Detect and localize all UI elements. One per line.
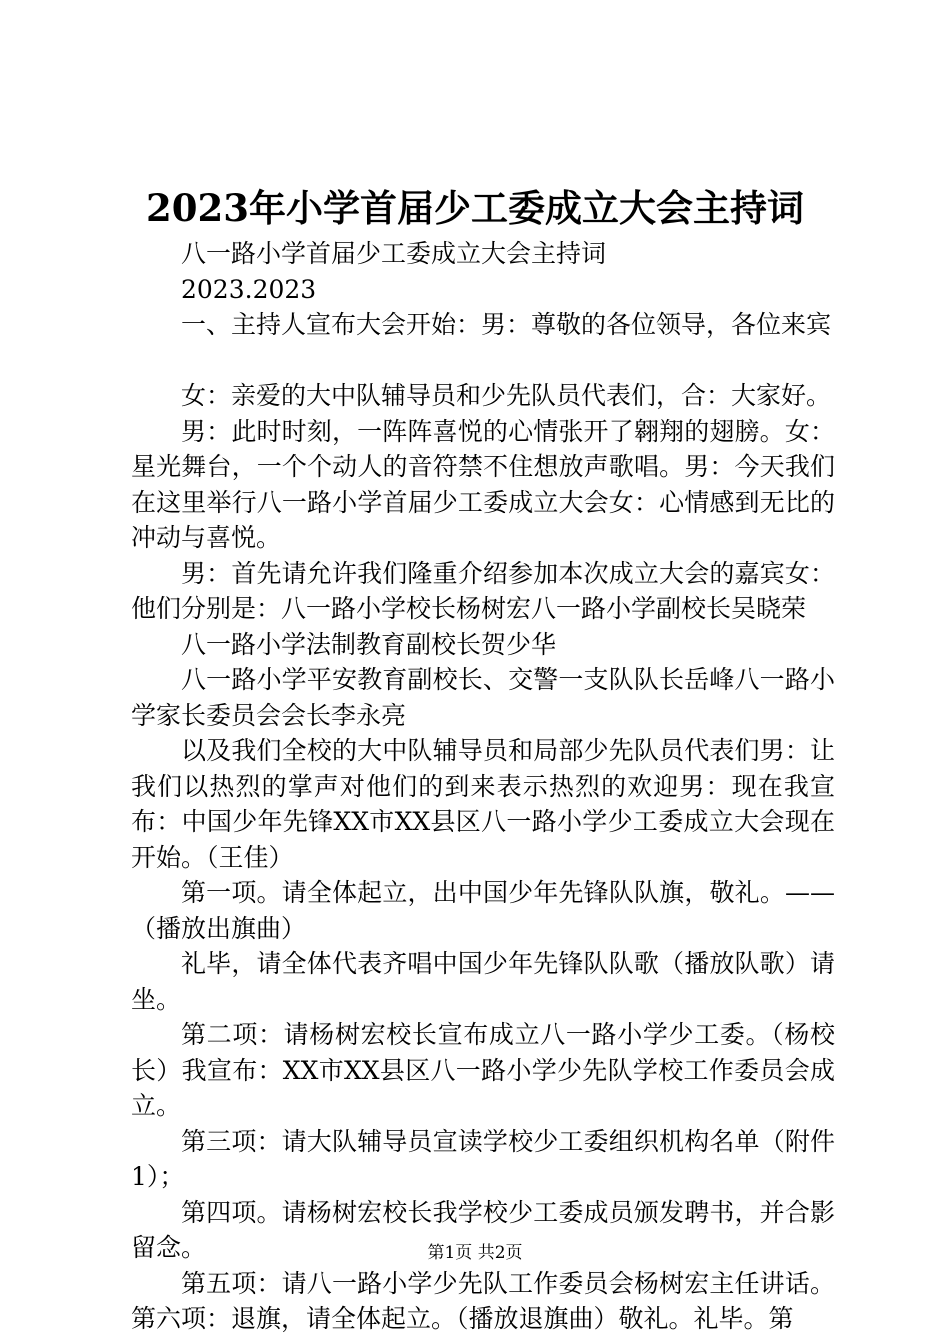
paragraph: 第三项：请大队辅导员宣读学校少工委组织机构名单（附件1）；: [131, 1126, 835, 1191]
paragraph: 以及我们全校的大中队辅导员和局部少先队员代表们男：让我们以热烈的掌声对他们的到来表示热烈的欢迎男：现在我宣布：中国少年先锋XX市XX县区八一路小学少工委成立大会现在开始。（王佳）: [131, 736, 835, 872]
paragraph: 第二项：请杨树宏校长宣布成立八一路小学少工委。（杨校长）我宣布：XX市XX县区八一路小学少先队学校工作委员会成立。: [131, 1020, 835, 1120]
paragraph: 八一路小学平安教育副校长、交警一支队队长岳峰八一路小学家长委员会会长李永亮: [131, 665, 835, 730]
document-body: [131, 236, 835, 1337]
document-title: 2023年小学首届少工委成立大会主持词: [146, 186, 804, 230]
paragraph: 礼毕，请全体代表齐唱中国少年先锋队队歌（播放队歌）请坐。: [131, 949, 835, 1014]
paragraph: 八一路小学法制教育副校长贺少华: [181, 629, 557, 659]
paragraph: 第五项：请八一路小学少先队工作委员会杨树宏主任讲话。第六项：退旗，请全体起立。（播放退旗曲）敬礼。礼毕。第: [131, 1268, 835, 1333]
paragraph: 第一项。请全体起立，出中国少年先锋队队旗，敬礼。——（播放出旗曲）: [131, 878, 835, 943]
page-number: 第1页 共2页: [427, 1243, 523, 1263]
paragraph: 一、主持人宣布大会开始：男：尊敬的各位领导，各位来宾: [181, 310, 832, 339]
paragraph: 男：首先请允许我们隆重介绍参加本次成立大会的嘉宾女：他们分别是：八一路小学校长杨树宏八一路小学副校长吴晓荣: [131, 558, 835, 623]
paragraph: 第四项。请杨树宏校长我学校少工委成员颁发聘书，并合影留念。: [131, 1197, 835, 1262]
paragraph: 2023.2023: [181, 274, 317, 304]
paragraph: 女：亲爱的大中队辅导员和少先队员代表们，合：大家好。: [181, 381, 832, 410]
paragraph: 男：此时时刻，一阵阵喜悦的心情张开了翱翔的翅膀。女：星光舞台，一个个动人的音符禁不住想放声歌唱。男：今天我们在这里举行八一路小学首届少工委成立大会女：心情感到无比的冲动与喜悦。: [131, 416, 835, 552]
paragraph: 八一路小学首届少工委成立大会主持词: [181, 239, 607, 268]
